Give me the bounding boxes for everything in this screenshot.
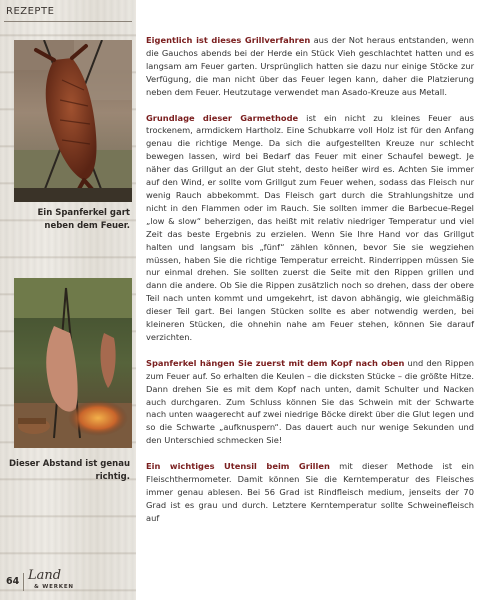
paragraph-text: aus der Not heraus entstanden, wenn die Gauchos abends bei der Herde ein Stück Vieh geschlachtet hatten und es langsam am Feuer garten. Ursprünglich hatten sie dazu nur einige Stöcke zur Verfügung, die man nicht über das Feuer legen kann, daher die Platzierung neben dem Feuer. Heutzutage verwendet man Asado-Kreuze aus Metall.: [146, 35, 474, 97]
page-footer: [6, 570, 131, 594]
paragraph: [146, 34, 474, 99]
footer-divider: [23, 573, 24, 591]
paragraph: [146, 357, 474, 447]
photo-caption: Dieser Abstand ist genau richtig.: [8, 459, 130, 482]
page-number: 64: [6, 576, 20, 587]
photo-spit-roasted-pig: [14, 40, 132, 202]
paragraph-lead: Spanferkel hängen Sie zuerst mit dem Kopf nach oben: [146, 357, 405, 368]
paragraph-text: und den Rippen zum Feuer auf. So erhalten die Keulen – die dicksten Stücke – die größte Hitze. Dann drehen Sie es mit dem Kopf nach unten, damit Schulter und Nacken auch durchgaren. Zum Schluss können Sie das Schwein mit der Schwarte nach unten waagerecht auf zwei niedrige Böcke direkt über die Glut legen und so die Schwarte „aufknuspern“. Das dauert auch nur wenige Sekunden und den Unterschied schmecken Sie!: [146, 357, 475, 446]
logo-wordmark: Land: [28, 568, 62, 583]
paragraph: [146, 112, 474, 344]
section-divider: [4, 21, 132, 22]
paragraph-lead: Eigentlich ist dieses Grillverfahren: [146, 35, 311, 45]
magazine-logo: [26, 570, 96, 594]
paragraph-lead: Grundlage dieser Garmethode: [146, 112, 299, 123]
paragraph-text: ist ein nicht zu kleines Feuer aus trockenem, armdickem Hartholz. Eine Schubkarre voll Holz ist für den Anfang genau die richtige Menge. Da sich die aufgestellten Kreuze nur schlecht bewegen lassen, wird bei Bedarf das Feuer mit einer Schaufel bewegt. Je näher das Grillgut an der Glut steht, desto heißer wird es. Achten Sie immer auf den Wind, er sollte vom Grillgut zum Feuer wehen, sodass das Fleisch nur wenig Rauch abbekommt. Das Fleisch gart durch die Strahlungshitze und nicht in den Flammen oder im Rauch. Sie sollten immer die Barbecue-Regel „low & slow“ beherzigen, das heißt mit relativ niedriger Temperatur und viel Zeit das beste Ergebnis zu erzielen. Wenn Sie Ihre Hand vor das Grillgut halten und langsam bis „fünf“ zählen können, bevor Sie sie wegziehen müssen, haben Sie die richtige Temperatur erreicht. Rinderrippen müssen Sie nur einmal drehen. Sie sollten zuerst die Seite mit den Rippen grillen und dann die andere. Ob Sie die Rippen zusätzlich noch so drehen, dass der obere Teil nach unten kommt und umgekehrt, ist davon abhängig, wie gleichmäßig dieser Teil gart. Bei langen Stücken sollte es aber notwendig werden, bei kleineren Stücken, die ohnehin nahe am Feuer stehen, können Sie darauf verzichten.: [146, 112, 474, 342]
photo-caption: Ein Spanferkel gart neben dem Feuer.: [37, 208, 130, 231]
logo-subline: & WERKEN: [34, 584, 74, 590]
section-label: REZEPTE: [6, 6, 55, 17]
photo-pig-distance-from-fire: [14, 278, 132, 448]
paragraph: [146, 460, 474, 525]
article-body: [146, 34, 474, 538]
paragraph-text: mit dieser Methode ist ein Fleischthermometer. Damit können Sie die Kerntemperatur des Fleisches immer genau ablesen. Bei 56 Grad ist Rindfleisch medium, jenseits der 70 Grad ist es grau und durch. Letztere Kerntemperatur sollte Schweinefleisch auf: [146, 461, 474, 523]
paragraph-lead: Ein wichtiges Utensil beim Grillen: [146, 461, 330, 472]
wood-sidebar: [0, 0, 136, 600]
